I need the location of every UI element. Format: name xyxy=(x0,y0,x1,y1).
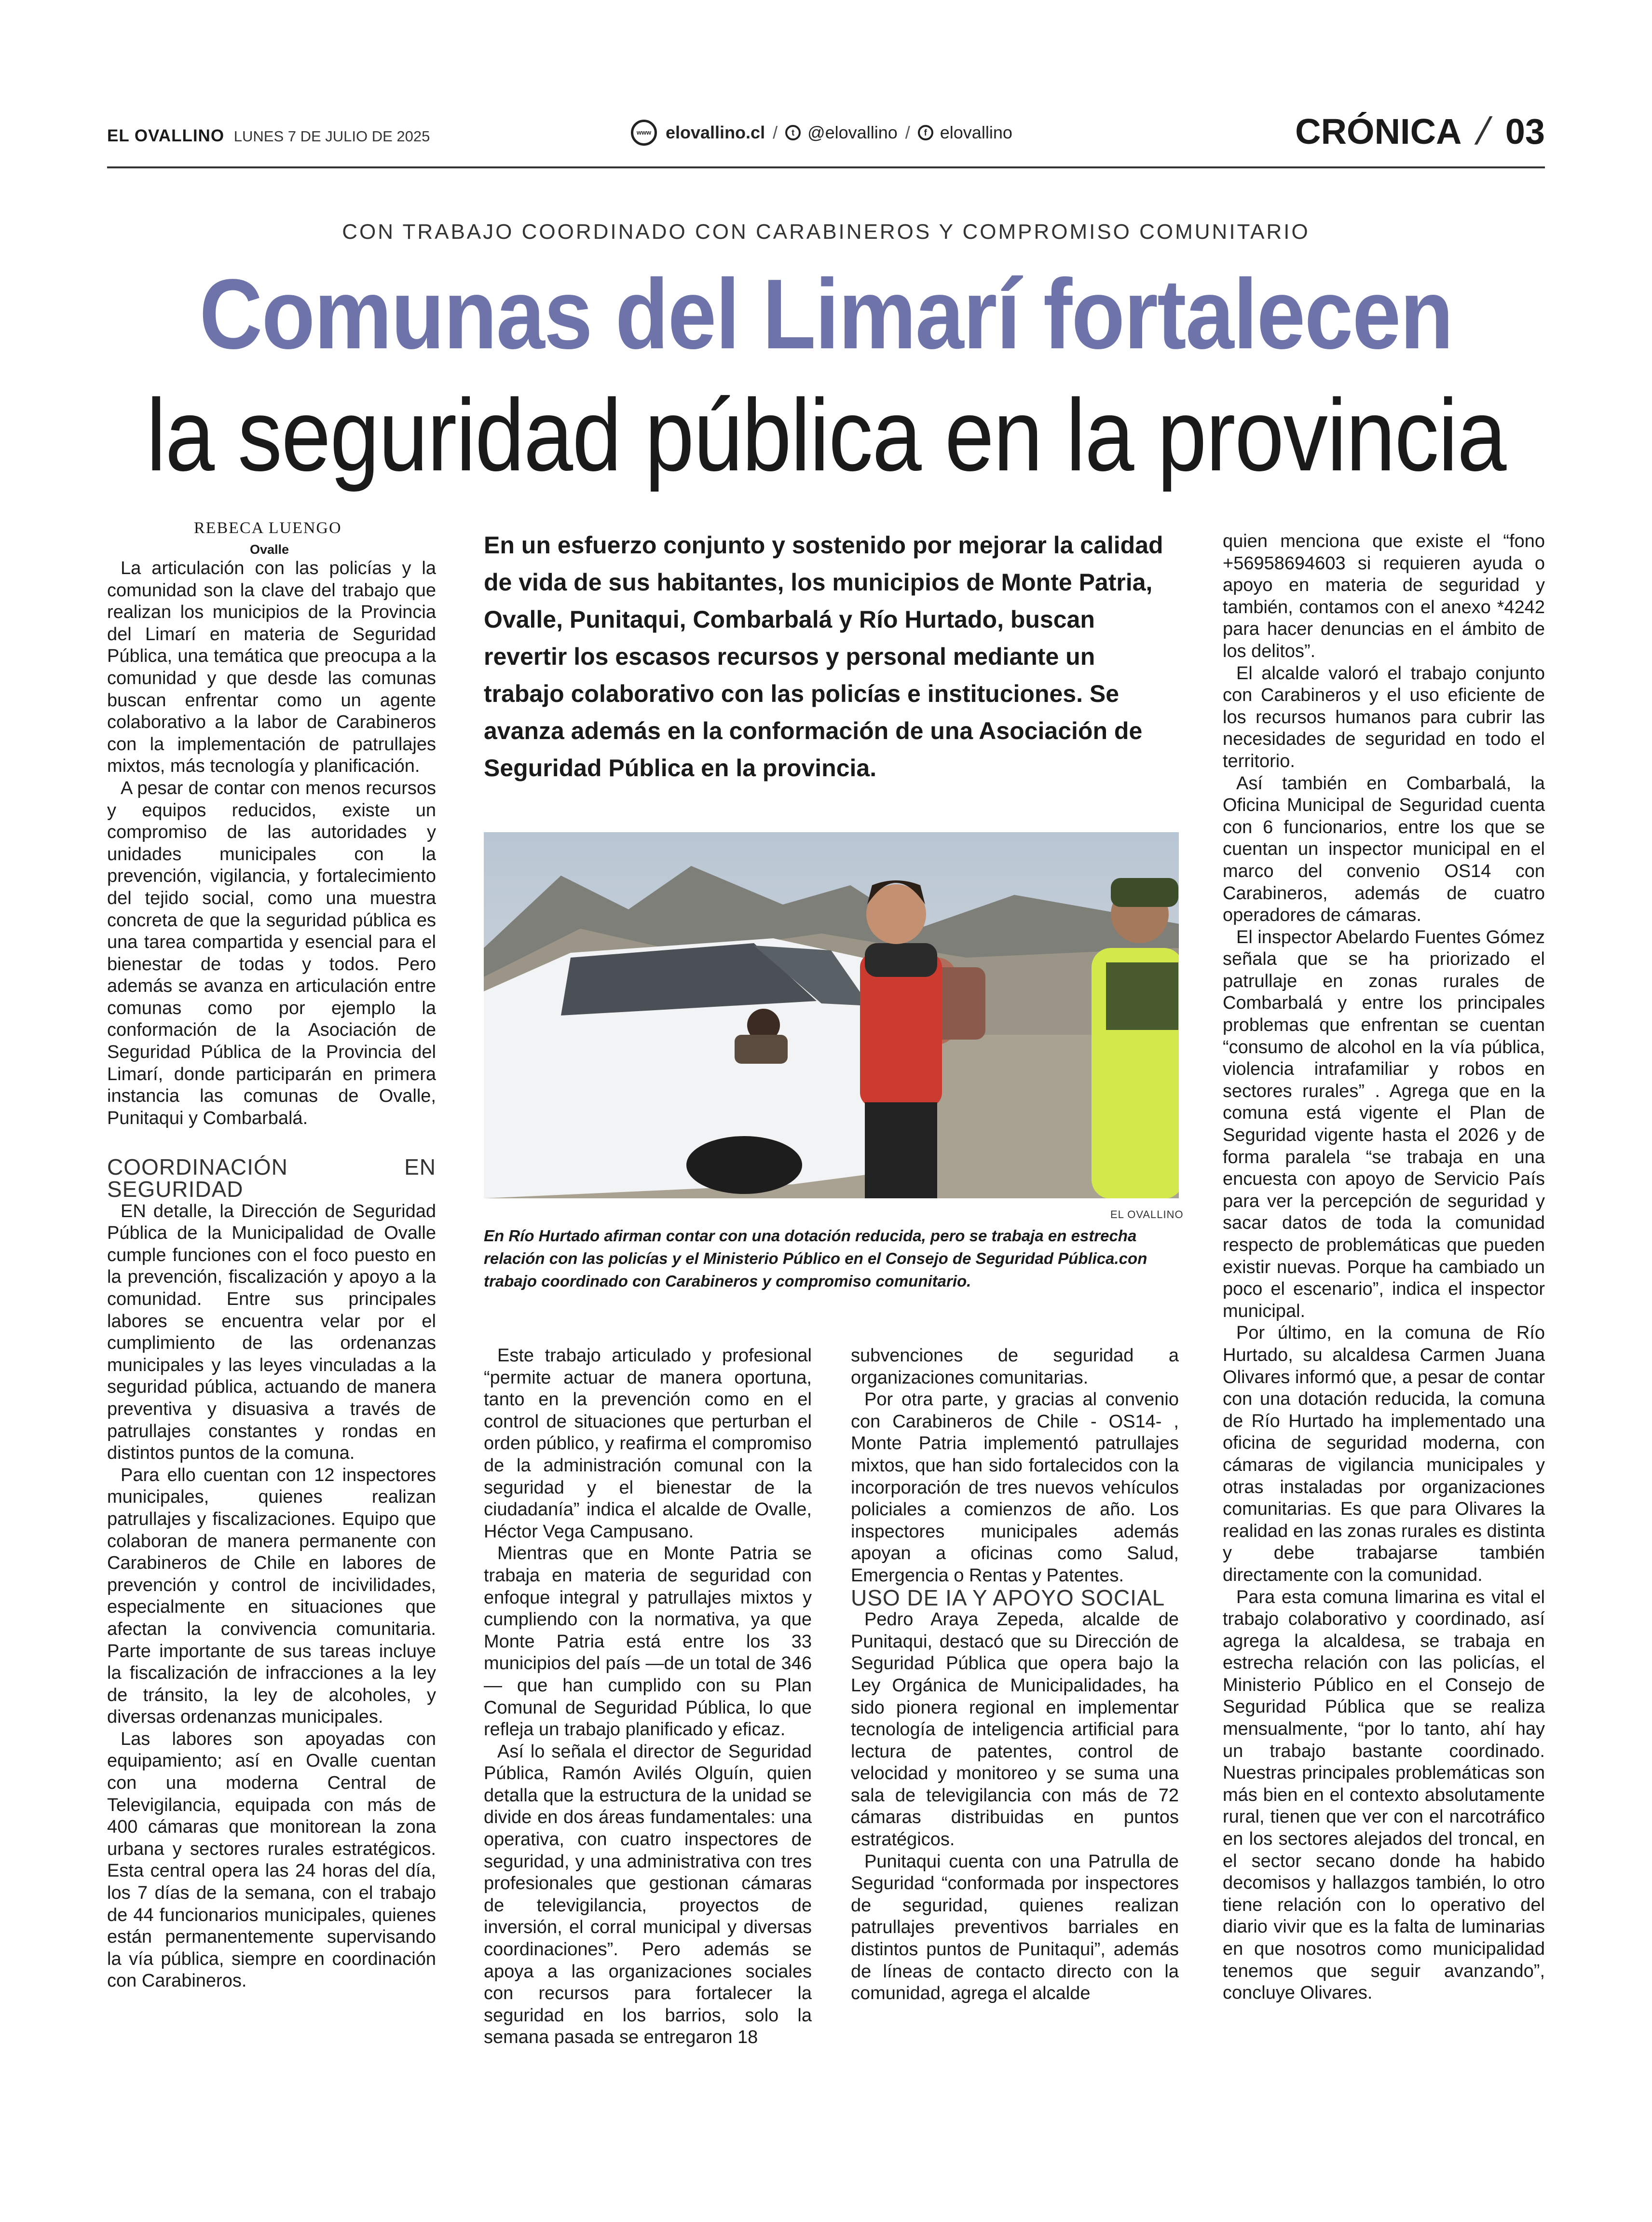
paragraph: El alcalde valoró el trabajo conjunto con Carabineros y el uso eficiente de los recursos humanos para cubrir las necesidades de seguridad en todo el territorio. xyxy=(1223,663,1545,771)
photo-credit: EL OVALLINO xyxy=(1110,1208,1184,1221)
twitter-handle[interactable]: @elovallino xyxy=(807,123,898,142)
paragraph: EN detalle, la Dirección de Seguridad Pública de la Municipalidad de Ovalle cumple funciones con el foco puesto en la prevención, fiscalización y apoyo a la comunidad. Entre sus principales labores se encuentra velar por el cumplimiento de las ordenanzas municipales y las leyes vinculadas a la seguridad pública, actuando de manera preventiva y disuasiva a través de patrullajes constantes y rondas en distintos puntos de la comuna. xyxy=(107,1201,436,1464)
newspaper-name: EL OVALLINO xyxy=(107,126,225,145)
body-column-2 xyxy=(484,1345,812,2049)
photo-caption: En Río Hurtado afirman contar con una dotación reducida, pero se trabaja en estrecha relación con las policías y el Ministerio Público en el Consejo de Seguridad Pública.con trabajo coordinado con Carabineros y compromiso comunitario. xyxy=(484,1227,1147,1290)
section-label xyxy=(1295,109,1545,153)
paragraph: La articulación con las policías y la comunidad son la clave del trabajo que realizan los municipios de la Provincia del Limarí en materia de Seguridad Pública, una temática que preocupa a la comunidad y que desde las comunas buscan enfrentar como un agente colaborativo a la labor de Carabineros con la implementación de patrullajes mixtos, más tecnología y planificación. xyxy=(107,558,436,777)
body-column-3 xyxy=(851,1345,1179,2005)
issue-date: LUNES 7 DE JULIO DE 2025 xyxy=(233,128,430,145)
headline-line-1: Comunas del Limarí fortalecen xyxy=(199,259,1453,370)
paragraph: Este trabajo articulado y profesional “permite actuar de manera oportuna, tanto en la prevención como en el control de situaciones que perturban el orden público, y reafirma el compromiso de la administración comunal con la seguridad y el bienestar de la ciudadanía” indica el alcalde de Ovalle, Héctor Vega Campusano. xyxy=(484,1345,812,1542)
paragraph: El inspector Abelardo Fuentes Gómez señala que se ha priorizado el patrullaje en zonas rurales de Combarbalá y entre los principales problemas que enfrentan se cuentan “consumo de alcohol en la vía pública, violencia intrafamiliar y robos en sectores rurales” . Agrega que en la comuna está vigente el Plan de Seguridad vigente hasta el 2026 y de forma paralela “se trabaja en una encuesta con apoyo de Servicio País para ver la percepción de seguridad y sacar datos de toda la comunidad respecto de problemáticas que pueden existir nuevas. Porque ha cambiado un poco el escenario”, indica el inspector municipal. xyxy=(1223,927,1545,1321)
facebook-handle[interactable]: elovallino xyxy=(940,123,1012,142)
facebook-icon: f xyxy=(918,125,933,140)
paragraph: Pedro Araya Zepeda, alcalde de Punitaqui, destacó que su Dirección de Seguridad Pública que opera bajo la Ley Orgánica de Municipalidades, ha sido pionera regional en implementar tecnología de inteligencia artificial para lectura de patentes, control de velocidad y monitoreo y se suma una sala de televigilancia con más de 72 cámaras distribuidas en puntos estratégicos. xyxy=(851,1609,1179,1850)
paragraph: Por otra parte, y gracias al convenio con Carabineros de Chile - OS14- , Monte Patria implementó patrullajes mixtos, que han sido fortalecidos con la incorporación de tres nuevos vehículos policiales a comienzos de año. Los inspectores municipales además apoyan a oficinas como Salud, Emergencia o Rentas y Patentes. xyxy=(851,1389,1179,1586)
section-name: CRÓNICA xyxy=(1295,111,1462,151)
twitter-icon: t xyxy=(785,125,801,140)
website-link[interactable]: elovallino.cl xyxy=(666,123,765,142)
body-column-4 xyxy=(1223,531,1545,2004)
paragraph: Las labores son apoyadas con equipamiento; así en Ovalle cuentan con una moderna Central de Televigilancia, equipada con más de 400 cámaras que monitorean la zona urbana y sectores rurales estratégicos. Esta central opera las 24 horas del día, los 7 días de la semana, con el trabajo de 44 funcionarios municipales, quienes están permanentemente supervisando la vía pública, siempre en coordinación con Carabineros. xyxy=(107,1728,436,1991)
paragraph: Punitaqui cuenta con una Patrulla de Seguridad “conformada por inspectores de seguridad, quienes realizan patrullajes preventivos barriales en distintos puntos de Punitaqui”, además de líneas de contacto directo con la comunidad, agrega el alcalde xyxy=(851,1851,1179,2004)
paragraph: A pesar de contar con menos recursos y equipos reducidos, existe un compromiso de las autoridades y unidades municipales con la prevención, vigilancia, y fortalecimiento del tejido social, como una muestra concreta de que la seguridad pública es una tarea compartida y esencial para el bienestar de todas y todos. Pero además se avanza en articulación entre comunas como por ejemplo la conformación de la Asociación de Seguridad Pública de la Provincia del Limarí, donde participarán en primera instancia las comunas de Ovalle, Punitaqui y Combarbalá. xyxy=(107,778,436,1128)
subhead-uso-ia: USO DE IA Y APOYO SOCIAL xyxy=(851,1585,1165,1610)
dateline-place: Ovalle xyxy=(250,542,289,557)
paragraph: subvenciones de seguridad a organizaciones comunitarias. xyxy=(851,1345,1179,1388)
paragraph: Mientras que en Monte Patria se trabaja en materia de seguridad con enfoque integral y patrullajes mixtos y cumpliendo con la normativa, ya que Monte Patria está entre los 33 municipios del país —de un total de 346— que han cumplido con su Plan Comunal de Seguridad Pública, lo que refleja un trabajo planificado y eficaz. xyxy=(484,1543,812,1740)
separator: / xyxy=(773,123,778,142)
separator: / xyxy=(905,123,910,142)
www-icon: www xyxy=(631,120,657,146)
social-links xyxy=(631,120,1012,146)
paragraph: Así también en Combarbalá, la Oficina Municipal de Seguridad cuenta con 6 funcionarios, entre los que se cuentan un inspector municipal en el marco del convenio OS14 con Carabineros, además de cuatro operadores de cámaras. xyxy=(1223,773,1545,926)
article-lead: En un esfuerzo conjunto y sostenido por mejorar la calidad de vida de sus habitantes, los municipios de Monte Patria, Ovalle, Punitaqui, Combarbalá y Río Hurtado, buscan revertir los escasos recursos y personal mediante un trabajo colaborativo con las policías e instituciones. Se avanza además en la conformación de una Asociación de Seguridad Pública en la provincia. xyxy=(484,532,1163,782)
article-kicker: CON TRABAJO COORDINADO CON CARABINEROS Y COMPROMISO COMUNITARIO xyxy=(342,220,1310,244)
paragraph: Por último, en la comuna de Río Hurtado, su alcaldesa Carmen Juana Olivares informó que, a pesar de contar con una dotación reducida, la comuna de Río Hurtado ha implementado una oficina de seguridad moderna, con cámaras de vigilancia municipales y otras instaladas por organizaciones comunitarias. Es que para Olivares la realidad en las zonas rurales es distinta y debe trabajarse también directamente con la comunidad. xyxy=(1223,1323,1545,1585)
paragraph: quien menciona que existe el “fono +56958694603 si requieren ayuda o apoyo en materia de seguridad y también, contamos con el anexo *4242 para hacer denuncias en el ámbito de los delitos”. xyxy=(1223,531,1545,661)
masthead xyxy=(107,126,430,146)
body-column-1 xyxy=(107,558,436,1992)
headline-line-2: la seguridad pública en la provincia xyxy=(146,378,1506,492)
section-slash: / xyxy=(1472,110,1495,152)
byline: REBECA LUENGO xyxy=(194,519,342,537)
article-photo xyxy=(484,832,1179,1198)
subhead-coordinacion: COORDINACIÓN EN SEGURIDAD xyxy=(107,1154,436,1202)
page-number: 03 xyxy=(1505,111,1545,151)
paragraph: Para ello cuentan con 12 inspectores municipales, quienes realizan patrullajes y fiscalizaciones. Equipo que colaboran de manera permanente con Carabineros de Chile en labores de prevención y control de incivilidades, especialmente en situaciones que afectan la convivencia comunitaria. Parte importante de sus tareas incluye la fiscalización de infracciones a la ley de tránsito, la ley de alcoholes, y diversas ordenanzas municipales. xyxy=(107,1465,436,1728)
paragraph: Para esta comuna limarina es vital el trabajo colaborativo y coordinado, así agrega la alcaldesa, se trabaja en estrecha relación con las policías, el Ministerio Público en el Consejo de Seguridad Pública que se realiza mensualmente, “por lo tanto, ahí hay un trabajo bastante coordinado. Nuestras principales problemáticas son más bien en el contexto absolutamente rural, tienen que ver con el narcotráfico en los sectores alejados del troncal, en el sector secano donde ha habido decomisos y hallazgos también, lo otro tiene relación con lo operativo del diario vivir que es la falta de luminarias en que nosotros como municipalidad tenemos que seguir avanzando”, concluye Olivares. xyxy=(1223,1587,1545,2003)
header-rule xyxy=(107,166,1545,168)
paragraph: Así lo señala el director de Seguridad Pública, Ramón Avilés Olguín, quien detalla que la estructura de la unidad se divide en dos áreas fundamentales: una operativa, con cuatro inspectores de seguridad, y una administrativa con tres profesionales que gestionan cámaras de televigilancia, proyectos de inversión, el corral municipal y diversas coordinaciones”. Pero además se apoya a las organizaciones sociales con recursos para fortalecer la seguridad en los barrios, solo la semana pasada se entregaron 18 xyxy=(484,1741,812,2048)
